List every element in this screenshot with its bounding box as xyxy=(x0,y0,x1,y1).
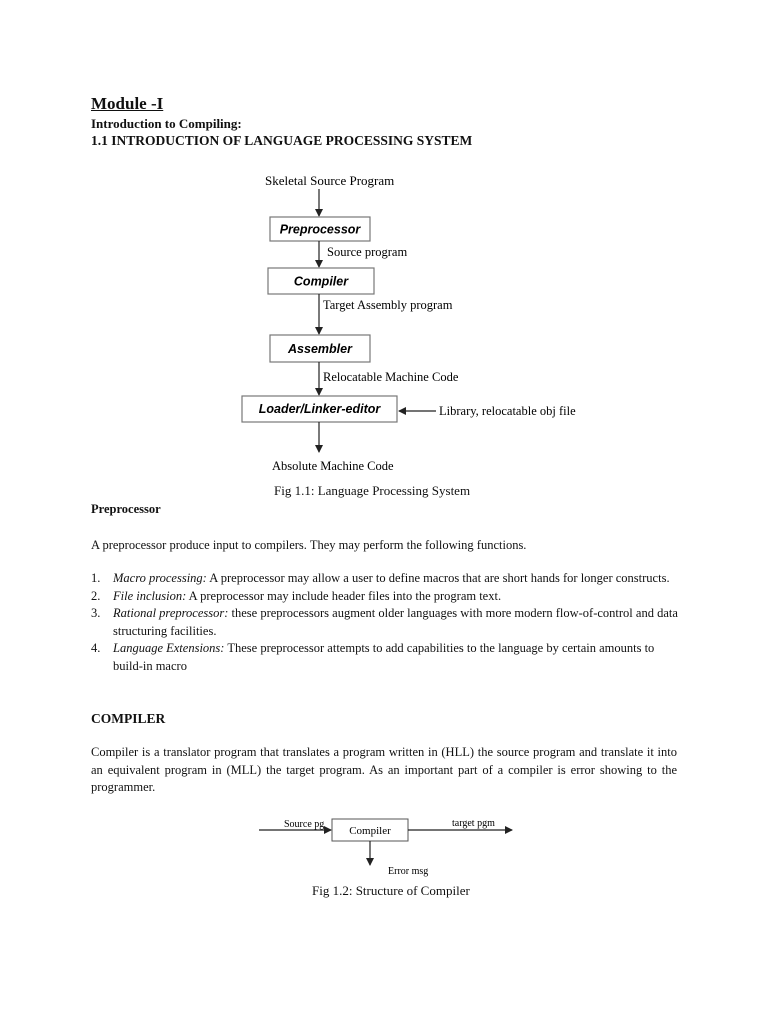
compiler-structure-diagram xyxy=(0,805,768,880)
list-item-term: Language Extensions: xyxy=(113,641,225,655)
list-item-text: These preprocessor attempts to add capabilities to the language by certain amounts to build-in macro xyxy=(113,641,655,673)
list-item xyxy=(91,640,681,675)
fig2-compiler-label: Compiler xyxy=(349,825,391,837)
fig1-box-preprocessor-label: Preprocessor xyxy=(279,222,361,237)
section-title: 1.1 INTRODUCTION OF LANGUAGE PROCESSING SYSTEM xyxy=(91,133,473,148)
list-item-term: Rational preprocessor: xyxy=(113,606,229,620)
fig1-box-assembler-label: Assembler xyxy=(288,342,352,356)
fig1-edge-label-2: Target Assembly program xyxy=(323,298,453,312)
fig2-output-label: target pgm xyxy=(452,818,495,829)
module-title: Module -I xyxy=(91,94,164,113)
fig1-box-compiler-label: Compiler xyxy=(293,274,349,289)
fig1-edge-label-3: Relocatable Machine Code xyxy=(323,370,459,384)
list-item-number: 4. xyxy=(91,641,101,655)
fig2-error-label: Error msg xyxy=(388,866,429,877)
fig1-top-label: Skeletal Source Program xyxy=(265,173,395,188)
preprocessor-function-list xyxy=(91,570,681,675)
compiler-paragraph: Compiler is a translator program that translates a program written in (HLL) the source program and translate it into an equivalent program in (MLL) the target program. As an important part of a compiler is error showing to the programmer. xyxy=(91,745,677,794)
compiler-heading: COMPILER xyxy=(91,711,166,726)
list-item xyxy=(91,588,681,606)
list-item-text: these preprocessors augment older languages with more modern flow-of-control and data structuring facilities. xyxy=(113,606,678,638)
list-item xyxy=(91,570,681,588)
language-processing-diagram xyxy=(0,0,768,500)
fig1-edge-label-1: Source program xyxy=(327,245,408,259)
list-item-number: 1. xyxy=(91,571,101,585)
list-item-number: 3. xyxy=(91,606,101,620)
list-item-term: Macro processing: xyxy=(113,571,207,585)
list-item-term: File inclusion: xyxy=(113,588,187,603)
subtitle: Introduction to Compiling: xyxy=(91,116,242,131)
preprocessor-intro: A preprocessor produce input to compilers. They may perform the following functions. xyxy=(91,538,527,552)
fig1-bottom-label: Absolute Machine Code xyxy=(272,459,394,473)
fig1-caption: Fig 1.1: Language Processing System xyxy=(274,483,471,498)
list-item-text: A preprocessor may allow a user to define macros that are short hands for longer constructs. xyxy=(206,571,670,585)
fig2-caption: Fig 1.2: Structure of Compiler xyxy=(312,883,470,898)
list-item-text: A preprocessor may include header files into the program text. xyxy=(186,588,502,603)
preprocessor-heading: Preprocessor xyxy=(91,502,161,516)
list-item-number: 2. xyxy=(91,588,101,603)
list-item xyxy=(91,605,681,640)
fig2-input-label: Source pg xyxy=(284,819,325,830)
fig1-box-loader-label: Loader/Linker-editor xyxy=(258,402,381,416)
fig1-side-input: Library, relocatable obj file xyxy=(439,404,576,418)
